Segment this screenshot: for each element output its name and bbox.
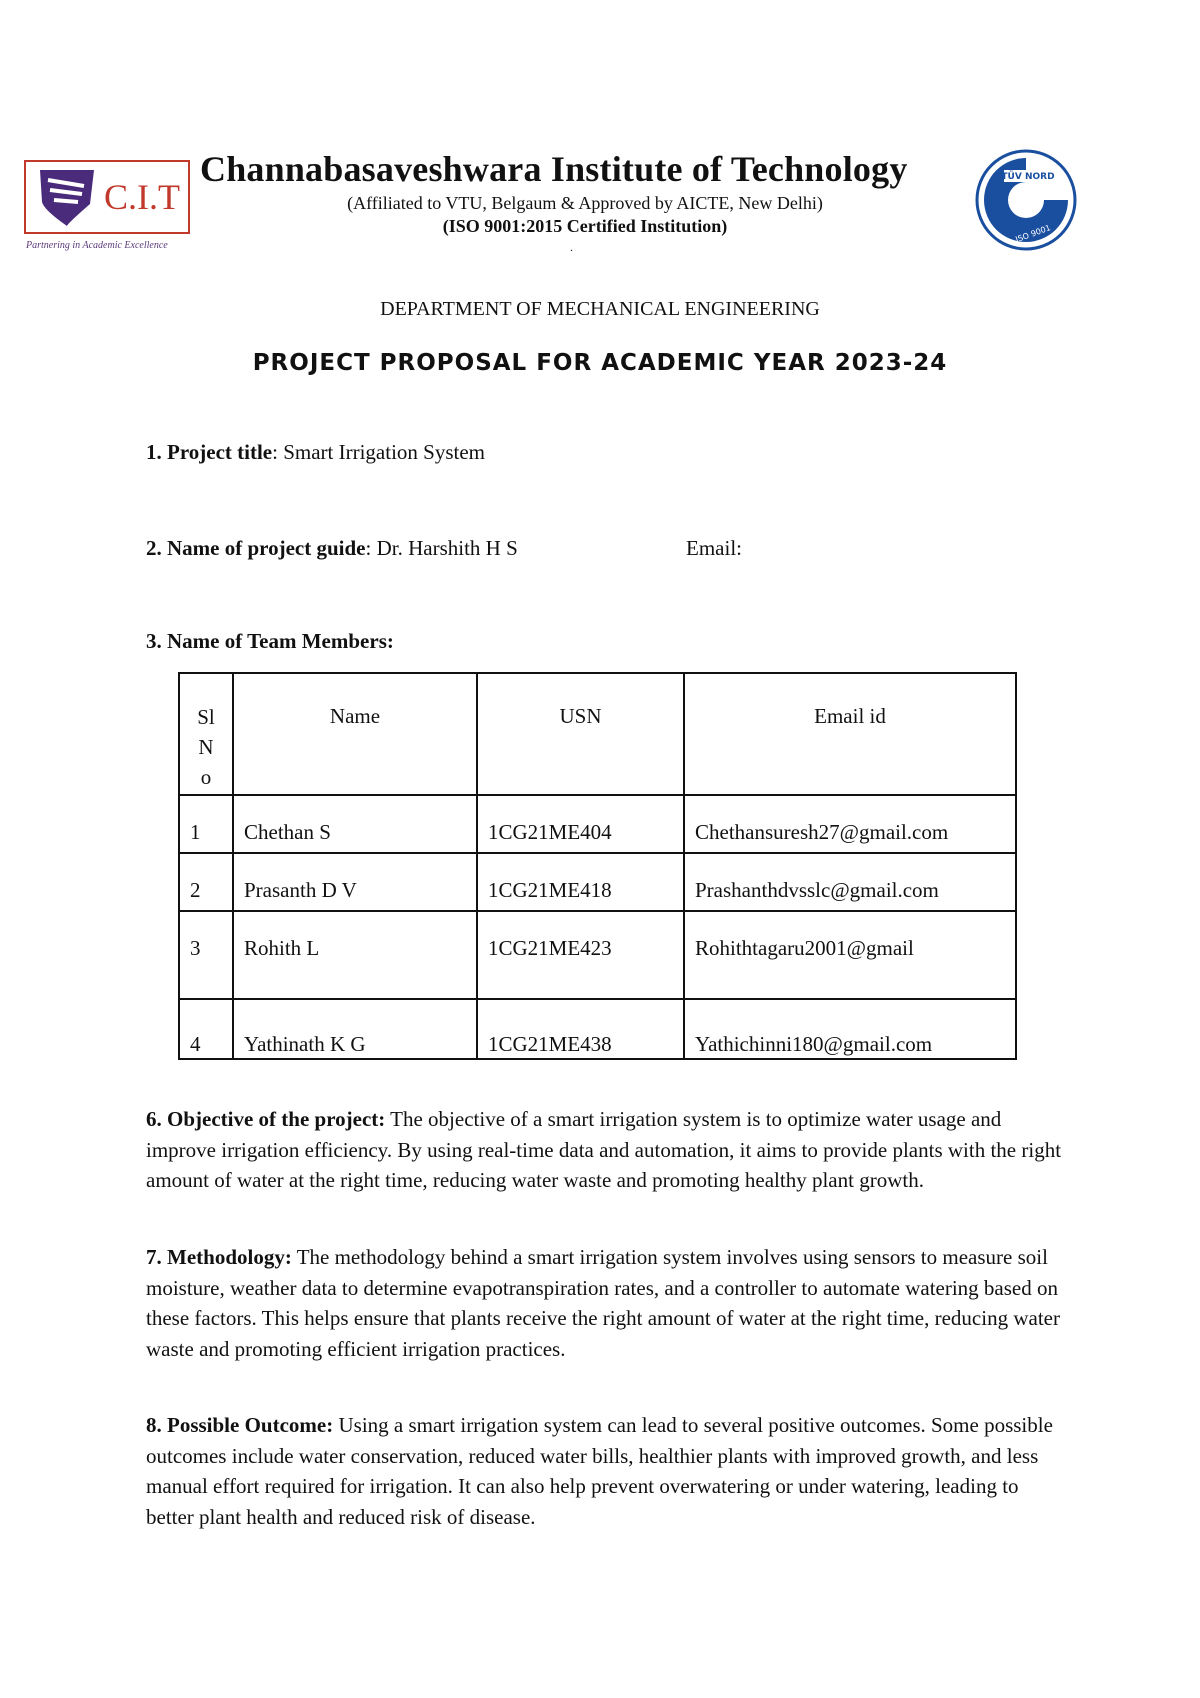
affiliation-text: (Affiliated to VTU, Belgaum & Approved by AICTE, New Delhi)	[347, 193, 823, 213]
objective-section	[146, 1104, 1066, 1196]
sl-head-line: Sl	[197, 705, 215, 729]
guide-email-label: Email:	[686, 536, 742, 560]
outcome-label: 8. Possible Outcome:	[146, 1413, 334, 1437]
cell-sl: 3	[179, 911, 233, 999]
objective-text: The objective of a smart irrigation system is to optimize water usage and improve irrigation efficiency. By using real-time data and automation, it aims to provide plants with the right amount of water at the right time, reducing water waste and promoting healthy plant growth.	[146, 1107, 1062, 1192]
shield-icon	[32, 164, 102, 230]
cell-name: Prasanth D V	[233, 853, 477, 911]
objective-label: 6. Objective of the project:	[146, 1107, 386, 1131]
table-row	[179, 911, 1016, 999]
team-members-heading: 3. Name of Team Members:	[146, 629, 394, 653]
logo-text: C.I.T	[104, 177, 180, 217]
project-title-label: 1. Project title	[146, 440, 273, 464]
cell-email: Prashanthdvsslc@gmail.com	[684, 853, 1016, 911]
header-name: Name	[233, 673, 477, 795]
cell-email: Chethansuresh27@gmail.com	[684, 795, 1016, 853]
separator-dot: .	[570, 240, 573, 254]
guide-field	[146, 536, 518, 561]
cell-name: Rohith L	[233, 911, 477, 999]
header-sl-no	[179, 673, 233, 795]
cell-usn: 1CG21ME418	[477, 853, 684, 911]
methodology-section	[146, 1242, 1066, 1364]
sl-head-line: N	[198, 735, 214, 759]
cell-sl: 1	[179, 795, 233, 853]
outcome-section	[146, 1410, 1066, 1532]
header-usn: USN	[477, 673, 684, 795]
iso-logo-top-text: TÜV NORD	[1001, 172, 1055, 182]
table-header-row	[179, 673, 1016, 795]
team-members-table	[178, 672, 1017, 1060]
project-title-field	[146, 440, 485, 465]
cit-logo	[24, 160, 194, 256]
certification-text: (ISO 9001:2015 Certified Institution)	[442, 216, 728, 236]
outcome-text: Using a smart irrigation system can lead to several positive outcomes. Some possible outcomes include water conservation, reduced water bills, healthier plants with improved growth, and less manual effort required for irrigation. It can also help prevent overwatering or under watering, leading to better plant health and reduced risk of disease.	[146, 1413, 1053, 1529]
logo-tagline: Partnering in Academic Excellence	[26, 240, 168, 251]
institute-name: Channabasaveshwara Institute of Technology	[200, 149, 908, 189]
cell-name: Yathinath K G	[233, 999, 477, 1059]
table-row	[179, 999, 1016, 1059]
cit-logo-frame	[24, 160, 190, 234]
cell-name: Chethan S	[233, 795, 477, 853]
guide-value: : Dr. Harshith H S	[365, 536, 518, 560]
team-members-label	[146, 629, 394, 654]
proposal-title: PROJECT PROPOSAL FOR ACADEMIC YEAR 2023-24	[252, 350, 948, 376]
cell-email: Yathichinni180@gmail.com	[684, 999, 1016, 1059]
methodology-label: 7. Methodology:	[146, 1245, 292, 1269]
iso-logo-bottom-text: ISO 9001	[1014, 223, 1052, 245]
cell-sl: 4	[179, 999, 233, 1059]
iso-certification-logo	[974, 148, 1078, 252]
header-email: Email id	[684, 673, 1016, 795]
iso-seal-icon	[974, 148, 1078, 252]
cell-usn: 1CG21ME438	[477, 999, 684, 1059]
cell-usn: 1CG21ME404	[477, 795, 684, 853]
cell-usn: 1CG21ME423	[477, 911, 684, 999]
cell-email: Rohithtagaru2001@gmail	[684, 911, 1016, 999]
sl-head-line: o	[200, 765, 212, 789]
project-title-value: : Smart Irrigation System	[272, 440, 486, 464]
cell-sl: 2	[179, 853, 233, 911]
department-heading: DEPARTMENT OF MECHANICAL ENGINEERING	[380, 298, 820, 320]
table-row	[179, 853, 1016, 911]
guide-label: 2. Name of project guide	[146, 536, 366, 560]
methodology-text: The methodology behind a smart irrigation system involves using sensors to measure soil moisture, weather data to determine evapotranspiration rates, and a controller to automate watering based on these factors. This helps ensure that plants receive the right amount of water at the right time, reducing water waste and promoting efficient irrigation practices.	[146, 1245, 1060, 1361]
table-row	[179, 795, 1016, 853]
